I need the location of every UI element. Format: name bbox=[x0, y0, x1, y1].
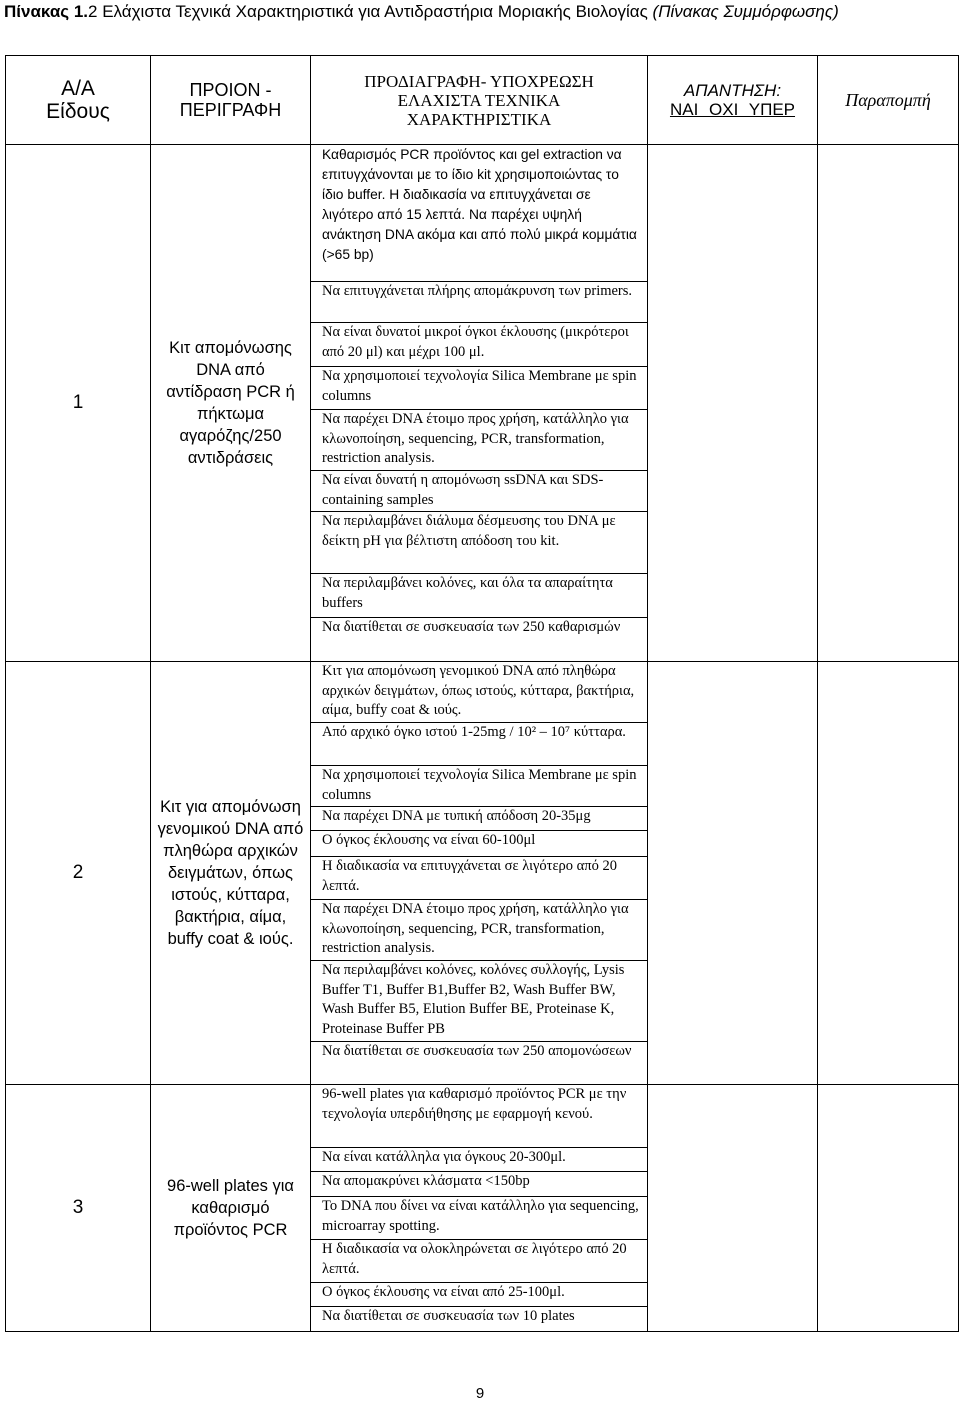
spec-item: Το DNA που δίνει να είναι κατάλληλο για sequencing, microarray spotting. bbox=[311, 1197, 647, 1240]
header-answer-options: ΝΑΙ ΟΧΙ ΥΠΕΡ bbox=[669, 100, 796, 119]
header-aa-line1: Α/Α bbox=[61, 77, 95, 100]
spec-item: Να διατίθεται σε συσκευασία των 10 plates bbox=[322, 1308, 575, 1324]
spec-item: Να περιλαμβάνει διάλυμα δέσμευσης του DNA με δείκτη pH για βέλτιστη απόδοση του kit. bbox=[311, 512, 647, 574]
specification-cell bbox=[311, 1085, 648, 1332]
spec-item: Να είναι δυνατή η απομόνωση ssDNA και SDS-containing samples bbox=[311, 471, 647, 512]
item-number: 1 bbox=[6, 145, 151, 662]
answer-cell[interactable] bbox=[648, 145, 818, 662]
caption-note: (Πίνακας Συμμόρφωσης) bbox=[647, 2, 839, 21]
spec-item: Να διατίθεται σε συσκευασία των 250 απομονώσεων bbox=[322, 1043, 632, 1059]
header-product-line1: ΠΡΟΙΟΝ - bbox=[189, 80, 272, 100]
header-spec-line3: ΧΑΡΑΚΤΗΡΙΣΤΙΚΑ bbox=[406, 109, 552, 129]
spec-item: Ο όγκος έκλουσης να είναι από 25-100μl. bbox=[311, 1283, 647, 1307]
spec-item: Να περιλαμβάνει κολόνες, κολόνες συλλογής, Lysis Buffer T1, Buffer B1,Buffer B2, Wash Buffer BW, Wash Buffer B5, Elution Buffer BE, Proteinase K, Proteinase Buffer PB bbox=[311, 961, 647, 1042]
specification-cell bbox=[311, 145, 648, 662]
spec-item: Από αρχικό όγκο ιστού 1-25mg / 10² – 10⁷ κύτταρα. bbox=[311, 723, 647, 766]
spec-item: Να παρέχει DNA με τυπική απόδοση 20-35μg bbox=[311, 807, 647, 831]
product-description: Κιτ για απομόνωση γενομικού DNA από πληθώρα αρχικών δειγμάτων, όπως ιστούς, κύτταρα, βακτήρια, αίμα, buffy coat & ιούς. bbox=[151, 662, 311, 1085]
product-description: 96-well plates για καθαρισμό προϊόντος PCR bbox=[151, 1085, 311, 1332]
header-item-number bbox=[6, 56, 151, 145]
header-spec-line1: ΠΡΟΔΙΑΓΡΑΦΗ- ΥΠΟΧΡΕΩΣΗ bbox=[364, 71, 594, 91]
header-product bbox=[151, 56, 311, 145]
header-aa-line2: Είδους bbox=[46, 100, 110, 123]
spec-item: Να παρέχει DNA έτοιμο προς χρήση, κατάλληλο για κλωνοποίηση, sequencing, PCR, transformation, restriction analysis. bbox=[311, 410, 647, 471]
header-product-line2: ΠΕΡΙΓΡΑΦΗ bbox=[179, 100, 282, 120]
page-number: 9 bbox=[475, 1385, 485, 1402]
header-answer bbox=[648, 56, 818, 145]
spec-item: Να επιτυγχάνεται πλήρης απομάκρυνση των primers. bbox=[311, 282, 647, 323]
reference-cell[interactable] bbox=[818, 662, 959, 1085]
caption-text: Ελάχιστα Τεχνικά Χαρακτηριστικά για Αντιδραστήρια Μοριακής Βιολογίας bbox=[97, 2, 648, 21]
header-specification bbox=[311, 56, 648, 145]
spec-item: Η διαδικασία να επιτυγχάνεται σε λιγότερο από 20 λεπτά. bbox=[311, 857, 647, 900]
header-answer-line1: ΑΠΑΝΤΗΣΗ: bbox=[683, 81, 782, 100]
header-row bbox=[6, 56, 959, 145]
spec-item: Καθαρισμός PCR προϊόντος και gel extraction να επιτυγχάνονται με το ίδιο kit χρησιμοποιώντας το ίδιο buffer. Η διαδικασία να επιτυγχάνεται σε λιγότερο από 15 λεπτά. Να παρέχει υψηλή ανάκτηση DNA ακόμα και από πολύ μικρά κομμάτια (>65 bp) bbox=[311, 145, 647, 282]
product-description: Κιτ απομόνωσης DNA από αντίδραση PCR ή πήκτωμα αγαρόζης/250 αντιδράσεις bbox=[151, 145, 311, 662]
spec-item: Ο όγκος έκλουσης να είναι 60-100μl bbox=[311, 831, 647, 857]
spec-item: 96-well plates για καθαρισμό προϊόντος PCR με την τεχνολογία υπερδιήθησης με εφαρμογή κενού. bbox=[311, 1085, 647, 1148]
spec-item: Κιτ για απομόνωση γενομικού DNA από πληθώρα αρχικών δειγμάτων, όπως ιστούς, κύτταρα, βακτήρια, αίμα, buffy coat & ιούς. bbox=[311, 662, 647, 723]
spec-item: Να είναι κατάλληλα για όγκους 20-300μl. bbox=[311, 1148, 647, 1172]
header-spec-line2: ΕΛΑΧΙΣΤΑ ΤΕΧΝΙΚΑ bbox=[397, 90, 561, 110]
item-number: 2 bbox=[6, 662, 151, 1085]
spec-item: Η διαδικασία να ολοκληρώνεται σε λιγότερο από 20 λεπτά. bbox=[311, 1240, 647, 1283]
spec-item: Να περιλαμβάνει κολόνες, και όλα τα απαραίτητα buffers bbox=[311, 574, 647, 618]
reference-cell[interactable] bbox=[818, 1085, 959, 1332]
table-caption bbox=[4, 2, 839, 22]
compliance-table bbox=[5, 55, 959, 1332]
spec-item: Να διατίθεται σε συσκευασία των 250 καθαρισμών bbox=[322, 619, 621, 635]
caption-number: 2 bbox=[88, 2, 98, 21]
table-row bbox=[6, 662, 959, 1085]
spec-item: Να χρησιμοποιεί τεχνολογία Silica Membrane με spin columns bbox=[311, 766, 647, 807]
header-reference: Παραπομπή bbox=[818, 56, 959, 145]
table-row bbox=[6, 145, 959, 662]
table-row bbox=[6, 1085, 959, 1332]
spec-item: Να απομακρύνει κλάσματα <150bp bbox=[311, 1172, 647, 1197]
caption-label: Πίνακας 1. bbox=[4, 2, 89, 21]
reference-cell[interactable] bbox=[818, 145, 959, 662]
spec-item: Να είναι δυνατοί μικροί όγκοι έκλουσης (μικρότεροι από 20 μl) και μέχρι 100 μl. bbox=[311, 323, 647, 367]
item-number: 3 bbox=[6, 1085, 151, 1332]
spec-item: Να παρέχει DNA έτοιμο προς χρήση, κατάλληλο για κλωνοποίηση, sequencing, PCR, transformation, restriction analysis. bbox=[311, 900, 647, 961]
spec-item: Να χρησιμοποιεί τεχνολογία Silica Membrane με spin columns bbox=[311, 367, 647, 410]
answer-cell[interactable] bbox=[648, 662, 818, 1085]
specification-cell bbox=[311, 662, 648, 1085]
answer-cell[interactable] bbox=[648, 1085, 818, 1332]
